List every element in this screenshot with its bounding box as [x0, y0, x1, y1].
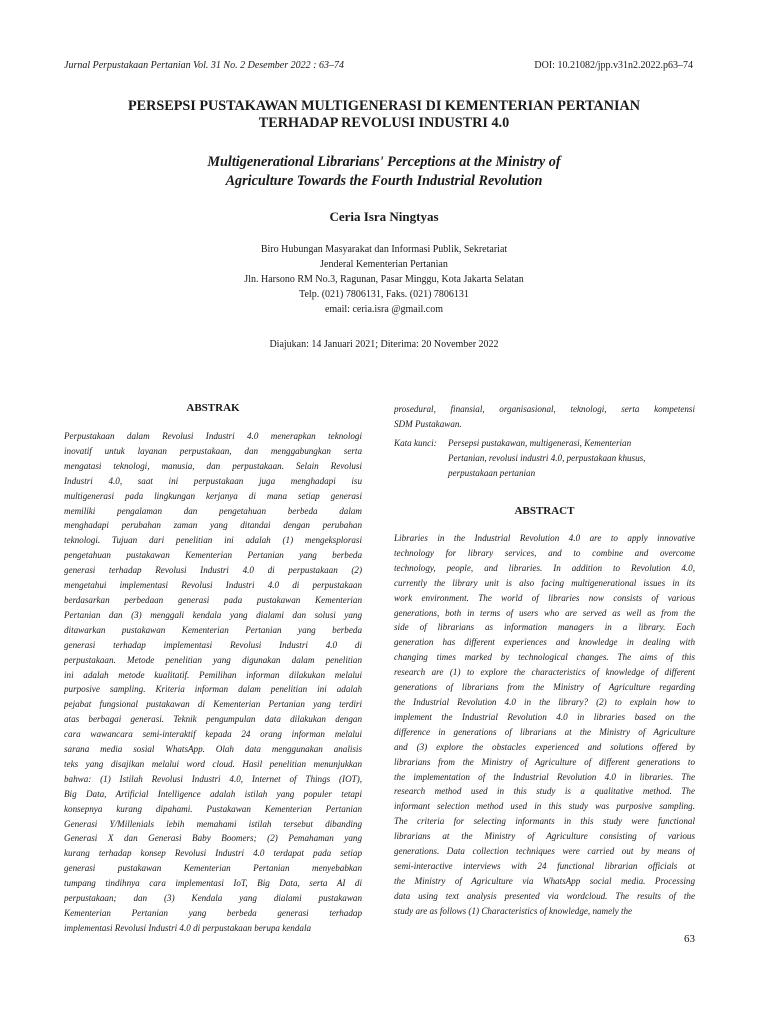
text-line: implementasi Revolusi Industri 4.0 di perpustakaan berupa kendala — [64, 922, 312, 933]
affiliation-line: Jln. Harsono RM No.3, Ragunan, Pasar Minggu, Kota Jakarta Selatan — [244, 274, 524, 285]
affiliation-line: Telp. (021) 7806131, Faks. (021) 7806131 — [299, 289, 469, 300]
text-line: pengetahuan pustakawan Kementerian Pertanian yang berbeda — [64, 550, 362, 561]
doi-header: DOI: 10.21082/jpp.v31n2.2022.p63–74 — [534, 60, 693, 71]
text-line: pejabat fungsional pustakawan di Kementerian Pertanian yang terdiri — [64, 699, 362, 710]
text-line: generasi terhadap Revolusi Industri 4.0 di perpustakaan (2) — [64, 565, 362, 576]
text-line: menghadapi perubahan zaman yang ditandai dengan perubahan — [64, 520, 362, 531]
text-line: technology, people, and libraries. In addition to Revolution 4.0, — [394, 562, 695, 573]
text-line: Pertanian dan (3) menggali kendala yang dialami dan solusi yang — [64, 609, 362, 620]
text-line: tumpang tindihnya cara implementasi IoT, Big Data, serta AI di — [64, 878, 362, 889]
keywords-line: Persepsi pustakawan, multigenerasi, Kementerian — [448, 438, 632, 448]
text-line: konsepnya kurang dipahami. Pustakawan Kementerian Pertanian — [64, 803, 362, 814]
text-line: the implementation of the Industrial Revolution 4.0 in libraries. The — [394, 771, 695, 782]
text-line: purposive sampling. Kriteria informan dalam penelitian ini adalah — [64, 684, 362, 695]
text-line: Generasi X dan Generasi Baby Boomers; (2) Pemahaman yang — [64, 833, 362, 844]
title-line: TERHADAP REVOLUSI INDUSTRI 4.0 — [258, 115, 510, 131]
text-line: bahwa: (1) Istilah Revolusi Industri 4.0, Internet of Things (IOT), — [64, 773, 362, 784]
journal-header: Jurnal Perpustakaan Pertanian Vol. 31 No. 2 Desember 2022 : 63–74 — [64, 60, 344, 71]
text-line: the Industrial Revolution 4.0 in the library? (2) to explain how to — [394, 696, 695, 707]
text-line: the Ministry of Agriculture via WhatsApp social media. Processing — [394, 875, 695, 886]
abstrak-body — [64, 429, 362, 936]
affiliation-line: Jenderal Kementerian Pertanian — [320, 259, 448, 270]
text-line: generasi pustakawan Kementerian Pertanian menyebabkan — [64, 863, 362, 874]
affiliation-line: Biro Hubungan Masyarakat dan Informasi Publik, Sekretariat — [260, 244, 508, 255]
text-line: Kementerian Pertanian yang berbeda generasi terhadap — [64, 908, 362, 918]
text-line: research are (1) to explore the characteristics of knowledge of different — [394, 667, 695, 678]
text-line: inovatif untuk layanan perpustakaan, dan menggabungkan serta — [64, 445, 362, 456]
email-line: email: ceria.isra @gmail.com — [324, 304, 444, 315]
text-line: implement the Industrial Revolution 4.0 in libraries based on the — [394, 711, 695, 722]
text-line: difference in generations of librarians at the Ministry of Agriculture — [394, 726, 695, 737]
author-name: Ceria Isra Ningtyas — [329, 209, 439, 224]
paper-subtitle — [60, 153, 708, 191]
text-line: and (3) explore the obstacles experienced and solutions offered by — [394, 741, 695, 752]
text-line: Big Data, Artificial Intelligence adalah istilah yang populer tetapi — [64, 788, 362, 799]
text-line: generations of librarians from the Ministry of Agriculture regarding — [394, 682, 695, 693]
text-line: Industri 4.0, saat ini perpustakaan juga menghadapi isu — [64, 475, 362, 486]
text-line: Libraries in the Industrial Revolution 4.0 are to apply innovative — [394, 533, 695, 543]
text-line: informant selection method used in this study was purposive sampling. — [394, 801, 695, 812]
paper-title — [60, 98, 708, 132]
text-line: librarians from the Ministry of Agriculture of different generations to — [394, 756, 695, 767]
text-line: side of librarians as information managers in a library. Each — [394, 622, 695, 633]
text-line: prosedural, finansial, organisasional, teknologi, serta kompetensi — [394, 404, 695, 414]
keywords-line: perpustakaan pertanian — [448, 467, 536, 478]
text-line: teks yang disajikan melalui word cloud. Hasil penelitian menunjukkan — [64, 758, 362, 769]
text-line: study are as follows (1) Characteristics of knowledge, namely the — [394, 905, 633, 916]
text-line: memiliki pengalaman dan pengetahuan berbeda dalam — [64, 505, 362, 516]
text-line: cara wawancara semi-interaktif kepada 24 orang informan melalui — [64, 729, 362, 740]
text-line: semi-interactive interviews with 24 functional librarian officials at — [394, 860, 695, 871]
text-line: multigenerasi pada lingkungan kerjanya di mana setiap generasi — [64, 490, 362, 501]
text-line: changing times marked by technological changes. The aims of this — [394, 652, 695, 663]
abstract-heading: ABSTRACT — [514, 505, 575, 517]
text-line: mengetahui implementasi Revolusi Industri 4.0 di perpustakaan — [64, 580, 362, 591]
text-line: teknologi. Tujuan dari penelitian ini adalah (1) mengeksplorasi — [64, 535, 362, 546]
text-line: librarians at the Ministry of Agriculture consisting of various — [394, 831, 695, 842]
text-line: ini adalah metode kualitatif. Pemilihan informan dilakukan melalui — [64, 669, 362, 680]
text-line: research method used in this study is a qualitative method. The — [394, 786, 695, 797]
page-number: 63 — [684, 933, 695, 945]
keywords-line: Pertanian, revolusi industri 4.0, perpustakaan khusus, — [448, 452, 646, 463]
text-line: currently the library unit is also facing multigenerational issues in its — [394, 577, 695, 588]
text-line: perpustakaan. Metode penelitian yang digunakan dalam penelitian — [64, 654, 362, 665]
keywords-list — [448, 436, 695, 481]
text-line: perpustakaan; dan (3) Kendala yang dialami pustakawan — [64, 893, 362, 904]
abstract-body — [394, 531, 695, 919]
text-line: ditawarkan pustakawan Kementerian Pertanian yang berbeda — [64, 624, 362, 635]
affiliation-block — [0, 242, 768, 317]
abstrak-heading: ABSTRAK — [186, 402, 240, 414]
title-line: PERSEPSI PUSTAKAWAN MULTIGENERASI DI KEMENTERIAN PERTANIAN — [127, 98, 641, 114]
text-line: data using text analysis presented via wordcloud. The results of the — [394, 890, 695, 901]
text-line: SDM Pustakawan. — [394, 418, 462, 429]
subtitle-line: Multigenerational Librarians' Perceptions at the Ministry of — [207, 154, 561, 170]
submission-dates: Diajukan: 14 Januari 2021; Diterima: 20 November 2022 — [269, 339, 499, 350]
text-line: generasi terhadap implementasi Revolusi Industri 4.0 di — [64, 639, 362, 650]
text-line: generations. Data collection techniques were carried out by means of — [394, 846, 695, 857]
subtitle-line: Agriculture Towards the Fourth Industrial Revolution — [225, 173, 543, 189]
text-line: sarana media sosial WhatsApp. Olah data menggunakan analisis — [64, 744, 362, 755]
text-line: generation has different experiences and knowledge in dealing with — [394, 637, 695, 648]
text-line: technology for library services, and to combine and overcome — [394, 547, 695, 558]
text-line: mengatasi teknologi, manusia, dan perpustakaan. Selain Revolusi — [64, 460, 362, 471]
text-line: work environment. The world of libraries now consists of various — [394, 592, 695, 603]
text-line: The criteria for selecting informants in this study were functional — [394, 816, 695, 827]
keywords-label: Kata kunci: — [394, 438, 437, 448]
text-line: Generasi Y/Millenials lebih memahami istilah tersebut dibanding — [64, 818, 362, 829]
text-line: generations, both in terms of users who are served as well as from the — [394, 607, 695, 618]
abstrak-continuation — [394, 402, 695, 432]
text-line: Perpustakaan dalam Revolusi Industri 4.0 menerapkan teknologi — [64, 431, 362, 441]
text-line: atas berbagai generasi. Teknik pengumpulan data dilakukan dengan — [64, 714, 362, 725]
text-line: berdasarkan perbedaan generasi pada pustakawan Kementerian — [64, 594, 362, 605]
text-line: kurang terhadap konsep Revolusi Industri 4.0 terdapat pada setiap — [64, 848, 362, 859]
